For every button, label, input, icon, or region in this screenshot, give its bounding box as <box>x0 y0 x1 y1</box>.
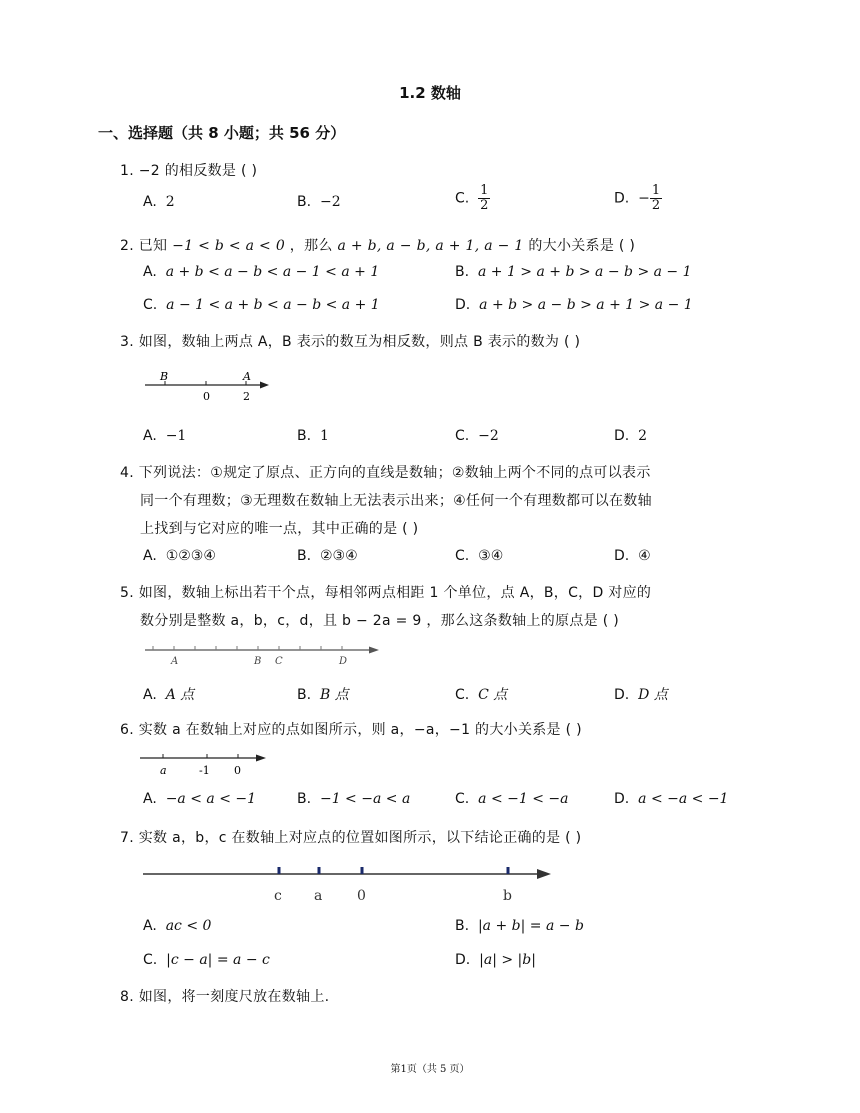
question-1 <box>120 160 257 180</box>
fraction: $\frac{1}{2}$ <box>651 183 661 213</box>
question-5-line-1: 5. 如图，数轴上标出若干个点，每相邻两点相距 1 个单位，点 A，B，C，D 对应的 <box>120 585 652 601</box>
tick-label-neg1: -1 <box>199 764 210 777</box>
page-title: 1.2 数轴 <box>399 84 461 102</box>
q7-option-a: A. ac < 0 <box>143 918 212 934</box>
q1-option-d: D. − $\frac{1}{2}$ <box>614 183 661 213</box>
tick-label-0: 0 <box>357 888 366 904</box>
tick-label-0: 0 <box>203 390 210 403</box>
question-5-line-2: 数分别是整数 a，b，c，d，且 b − 2a = 9 ，那么这条数轴上的原点是 ( ) <box>140 613 619 629</box>
q1-option-b: B. −2 <box>297 194 341 210</box>
q3-option-b: B. 1 <box>297 428 329 444</box>
q6-option-a: A. −a < a < −1 <box>143 791 257 807</box>
q5-option-d: D. D 点 <box>614 687 668 703</box>
question-7: 7. 实数 a，b，c 在数轴上对应点的位置如图所示，以下结论正确的是 ( ) <box>120 830 582 846</box>
fraction: $\frac{1}{2}$ <box>480 183 489 213</box>
point-label-a: A <box>171 656 179 667</box>
tick-label-0: 0 <box>234 764 241 777</box>
question-6: 6. 实数 a 在数轴上对应的点如图所示，则 a，−a，−1 的大小关系是 ( ) <box>120 722 582 738</box>
point-label-b: B <box>160 370 169 383</box>
q5-option-b: B. B 点 <box>297 687 349 703</box>
page-footer: 第1页（共 5 页） <box>390 1064 470 1075</box>
point-label-a: a <box>314 888 323 904</box>
q6-option-b: B. −1 < −a < a <box>297 791 411 807</box>
q3-option-d: D. 2 <box>614 428 648 444</box>
q6-option-d: D. a < −a < −1 <box>614 791 729 807</box>
question-text: −2 的相反数是 ( ) <box>138 163 258 179</box>
q2-option-b: B. a + 1 > a + b > a − b > a − 1 <box>455 264 692 280</box>
q1-option-c: C. $\frac{1}{2}$ <box>455 183 489 213</box>
q4-option-d: D. ④ <box>614 548 651 564</box>
q6-option-c: C. a < −1 < −a <box>455 791 569 807</box>
q3-number-line-figure <box>143 368 273 408</box>
q7-option-c: C. |c − a| = a − c <box>143 952 270 968</box>
q4-option-a: A. ①②③④ <box>143 548 216 564</box>
q3-option-a: A. −1 <box>143 428 187 444</box>
point-label-c: C <box>275 656 283 667</box>
tick-label-2: 2 <box>243 390 250 403</box>
q5-option-c: C. C 点 <box>455 687 508 703</box>
question-number: 1. <box>120 163 134 179</box>
point-label-a: A <box>243 370 251 383</box>
q7-number-line-figure <box>143 858 563 908</box>
question-4-line-2: 同一个有理数；③无理数在数轴上无法表示出来；④任何一个有理数都可以在数轴 <box>140 493 652 509</box>
q5-option-a: A. A 点 <box>143 687 195 703</box>
point-label-c: c <box>274 888 282 904</box>
q4-option-c: C. ③④ <box>455 548 504 564</box>
q5-number-line-figure <box>143 640 383 670</box>
point-label-d: D <box>339 656 348 667</box>
section-heading: 一、选择题（共 8 小题；共 56 分） <box>98 124 346 142</box>
question-2: 2. 已知 −1 < b < a < 0 ，那么 a + b, a − b, a + 1, a − 1 的大小关系是 ( ) <box>120 238 636 254</box>
q2-option-a: A. a + b < a − b < a − 1 < a + 1 <box>143 264 380 280</box>
question-4-line-3: 上找到与它对应的唯一点，其中正确的是 ( ) <box>140 521 419 537</box>
question-4-line-1: 4. 下列说法：①规定了原点、正方向的直线是数轴；②数轴上两个不同的点可以表示 <box>120 465 651 481</box>
q2-option-c: C. a − 1 < a + b < a − b < a + 1 <box>143 297 380 313</box>
point-label-a: a <box>160 764 167 777</box>
question-3: 3. 如图，数轴上两点 A，B 表示的数互为相反数，则点 B 表示的数为 ( ) <box>120 334 581 350</box>
q2-option-d: D. a + b > a − b > a + 1 > a − 1 <box>455 297 693 313</box>
q4-option-b: B. ②③④ <box>297 548 358 564</box>
point-label-b: B <box>254 656 262 667</box>
q7-option-d: D. |a| > |b| <box>455 952 536 968</box>
question-8: 8. 如图，将一刻度尺放在数轴上. <box>120 989 330 1005</box>
point-label-b: b <box>503 888 512 904</box>
q1-option-a: A. 2 <box>143 194 175 210</box>
q7-option-b: B. |a + b| = a − b <box>455 918 584 934</box>
q6-number-line-figure <box>140 748 270 780</box>
q3-option-c: C. −2 <box>455 428 499 444</box>
